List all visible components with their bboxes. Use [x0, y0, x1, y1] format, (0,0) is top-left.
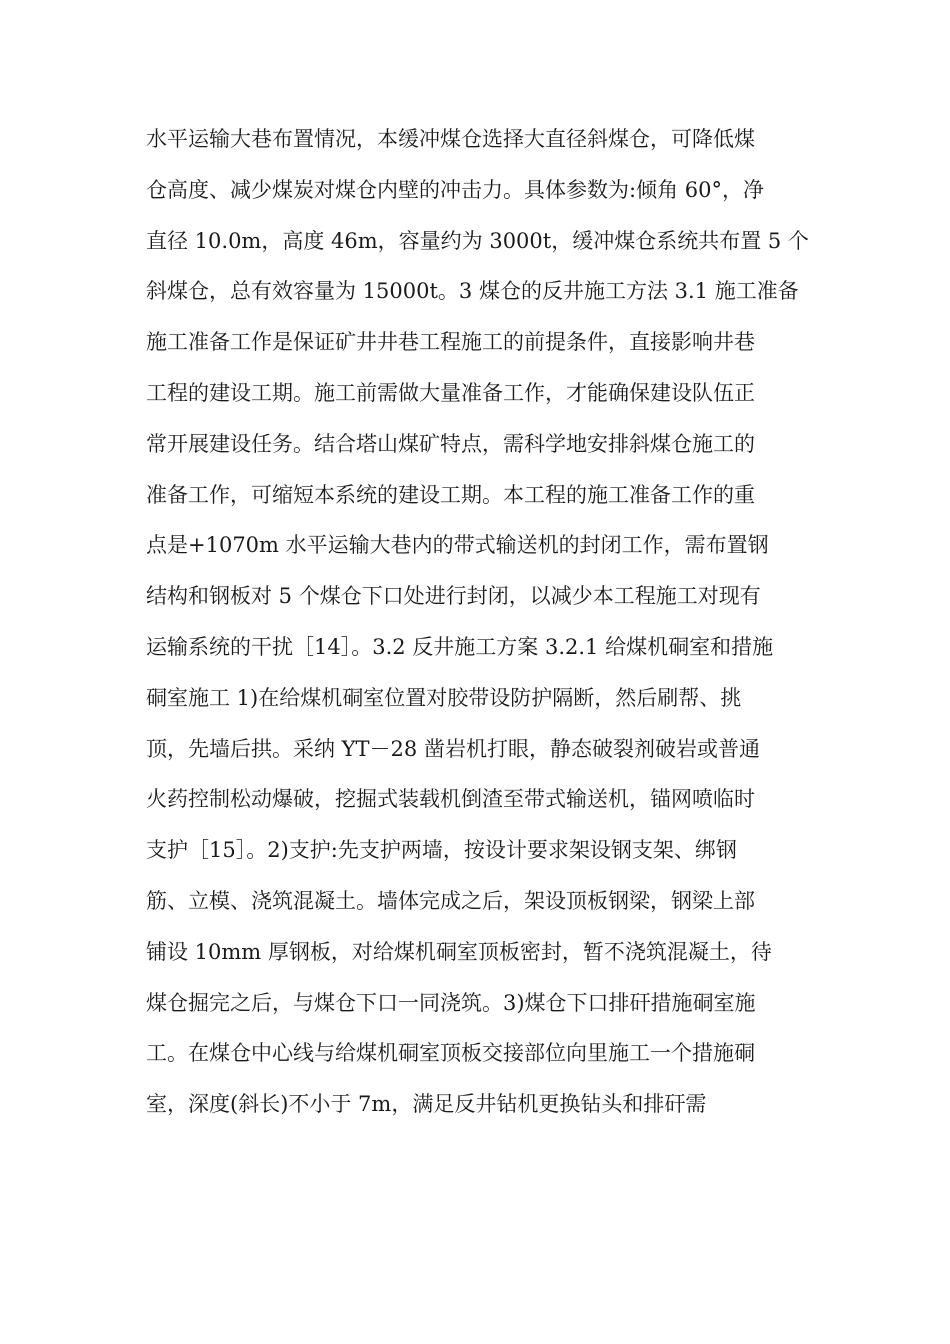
- text-line: 顶，先墙后拱。采纳 YT－28 凿岩机打眼，静态破裂剂破岩或普通: [146, 736, 760, 761]
- text-line: 室，深度(斜长)不小于 7m，满足反井钻机更换钻头和排矸需: [146, 1092, 707, 1117]
- text-line: 仓高度、减少煤炭对煤仓内壁的冲击力。具体参数为:倾角 60°，净: [146, 177, 764, 202]
- text-line: 铺设 10mm 厚钢板，对给煤机硐室顶板密封，暂不浇筑混凝土，待: [146, 939, 772, 964]
- text-line: 硐室施工 1)在给煤机硐室位置对胶带设防护隔断，然后刷帮、挑: [146, 685, 742, 710]
- text-line: 煤仓掘完之后，与煤仓下口一同浇筑。3)煤仓下口排矸措施硐室施: [146, 990, 756, 1015]
- text-line: 工。在煤仓中心线与给煤机硐室顶板交接部位向里施工一个措施硐: [146, 1041, 755, 1066]
- text-line: 工程的建设工期。施工前需做大量准备工作，才能确保建设队伍正: [146, 380, 755, 405]
- text-line: 筋、立模、浇筑混凝土。墙体完成之后，架设顶板钢梁，钢梁上部: [146, 888, 755, 913]
- text-line: 结构和钢板对 5 个煤仓下口处进行封闭，以减少本工程施工对现有: [146, 584, 761, 609]
- body-text: [146, 114, 809, 1130]
- text-line: 支护［15］。2)支护:先支护两墙，按设计要求架设钢支架、绑钢: [146, 838, 737, 863]
- text-line: 点是+1070m 水平运输大巷内的带式输送机的封闭工作，需布置钢: [146, 533, 769, 558]
- text-line: 常开展建设任务。结合塔山煤矿特点，需科学地安排斜煤仓施工的: [146, 431, 755, 456]
- text-line: 运输系统的干扰［14］。3.2 反井施工方案 3.2.1 给煤机硐室和措施: [146, 634, 774, 659]
- text-line: 准备工作，可缩短本系统的建设工期。本工程的施工准备工作的重: [146, 482, 755, 507]
- text-line: 施工准备工作是保证矿井井巷工程施工的前提条件，直接影响井巷: [146, 330, 755, 355]
- text-line: 直径 10.0m，高度 46m，容量约为 3000t，缓冲煤仓系统共布置 5 个: [146, 228, 809, 253]
- text-line: 斜煤仓，总有效容量为 15000t。3 煤仓的反井施工方法 3.1 施工准备: [146, 279, 799, 304]
- text-line: 水平运输大巷布置情况，本缓冲煤仓选择大直径斜煤仓，可降低煤: [146, 127, 755, 151]
- text-line: 火药控制松动爆破，挖掘式装载机倒渣至带式输送机，锚网喷临时: [146, 787, 755, 812]
